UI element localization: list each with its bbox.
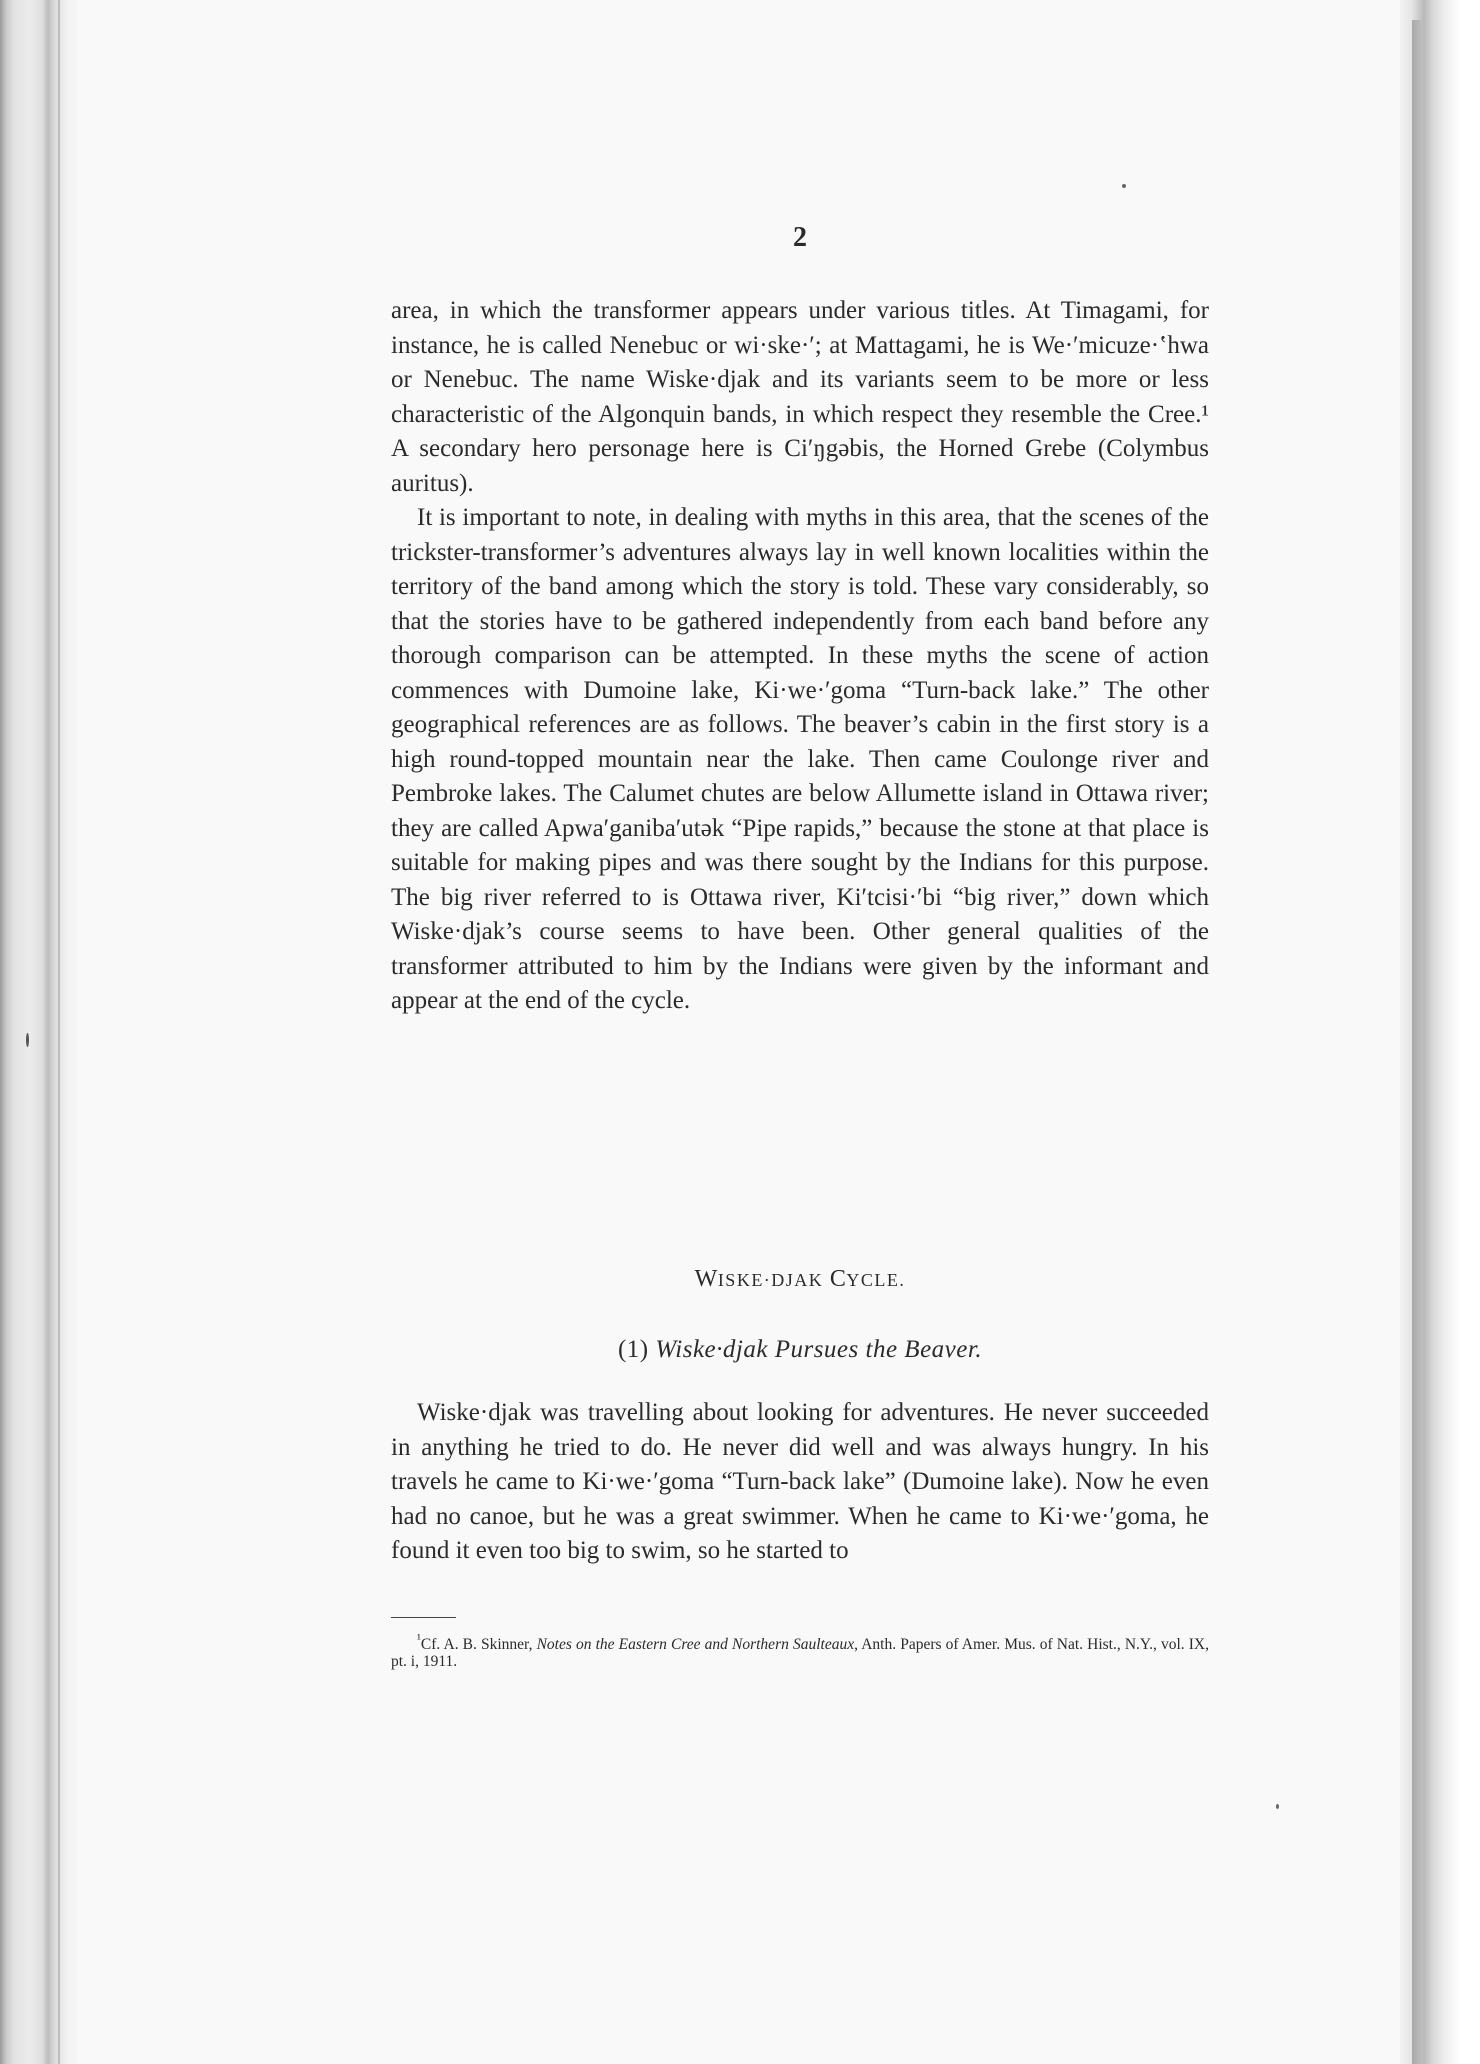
section-heading: WISKE·DJAK CYCLE. [694,1266,906,1292]
scan-speck [1276,1804,1279,1809]
scan-left-edge [0,0,78,2064]
story-paragraph: Wiske·djak was travelling about looking for adventures. He never succeeded in anything he tried to do. He never did well and was always hungry. In his travels he came to Ki·we·′goma “Turn-back lake” (Dumoine lake). Now he even had no canoe, but he was a great swimmer. When he came to Ki·we·′goma, he found it even too big to swim, so he started to [391,1399,1209,1564]
story-number: (1) [617,1336,649,1363]
paragraph-2: It is important to note, in dealing with myths in this area, that the scenes of the trickster-transformer’s adventures always lay in well known localities within the territory of the band among which the story is told. These vary considerably, so that the stories have to be gathered independently from each band before any thorough comparison can be attempted. In these myths the scene of action commences with Dumoine lake, Ki·we·′goma “Turn-back lake.” The other geographical references are as follows. The beaver’s cabin in the first story is a high round-topped mountain near the lake. Then came Coulonge river and Pembroke lakes. The Calumet chutes are below Allumette island in Ottawa river; they are called Apwa′ganiba′utək “Pipe rapids,” because the stone at that place is suitable for making pipes and was there sought by the Indians for this purpose. The big river referred to is Ottawa river, Ki′tcisi·′bi “big river,” down which Wiske·djak’s course seems to have been. Other general qualities of the transformer attributed to him by the Indians were given by the informant and appear at the end of the cycle. [391,504,1209,1014]
footnote-rule [391,1617,456,1618]
scan-speck [1122,184,1126,188]
intro-text [391,294,1209,1019]
scan-speck [26,1033,29,1047]
scan-left-binding-line [58,0,60,2064]
footnote-title: Notes on the Eastern Cree and Northern Saulteaux [536,1636,855,1654]
page-number: 2 [793,222,807,253]
scan-right-page-stack [1412,20,1422,2064]
footnote: $^{^1}$Cf. A. B. Skinner, Notes on the Eastern Cree and Northern Saulteaux, Anth. Papers of Amer. Mus. of Nat. Hist., N.Y., vol. IX, pt. i, 1911. [391,1631,1209,1671]
paragraph-1: area, in which the transformer appears under various titles. At Timagami, for instance, he is called Nenebuc or wi·ske·′; at Mattagami, he is We·′micuze·ʽhwa or Nenebuc. The name Wiske·djak and its variants seem to be more or less characteristic of the Algonquin bands, in which respect they resemble the Cree.¹ A secondary hero personage here is Ci′ŋgəbis, the Horned Grebe (Colymbus auritus). [391,297,1209,497]
story-heading [391,1336,1209,1364]
story-title: Wiske·djak Pursues the Beaver. [655,1336,983,1363]
footnote-mark: ¹ [417,1631,421,1646]
story-text [391,1396,1209,1569]
